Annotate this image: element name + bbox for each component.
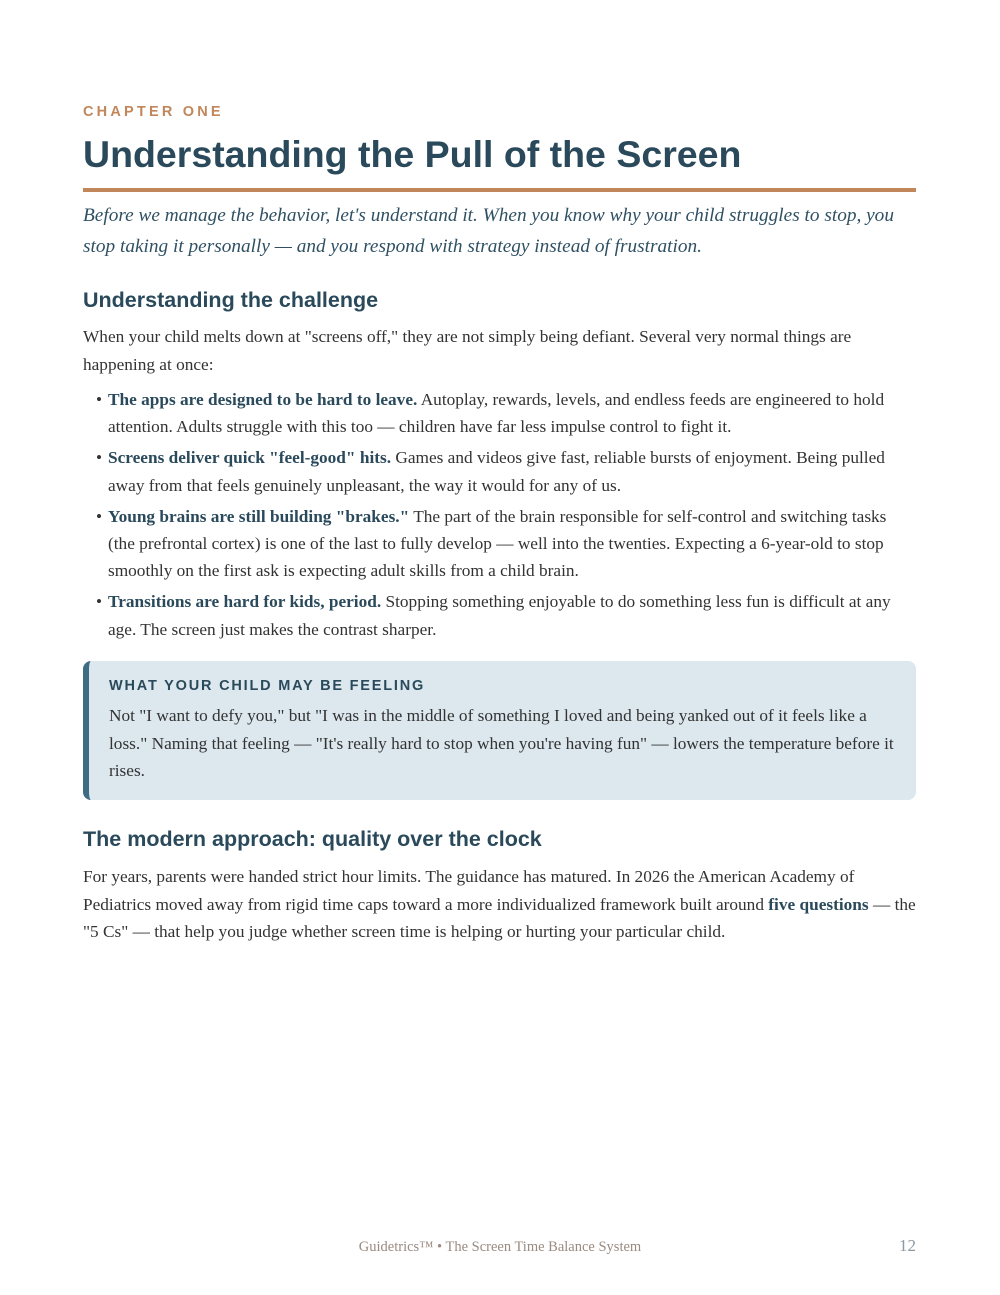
title-divider bbox=[83, 188, 916, 192]
bullet-icon: • bbox=[96, 506, 103, 526]
section-heading-challenge: Understanding the challenge bbox=[83, 288, 379, 312]
bullet-icon: • bbox=[96, 390, 103, 409]
paragraph-emphasis: five questions bbox=[768, 894, 869, 914]
list-item bbox=[83, 444, 916, 499]
page-number: 12 bbox=[899, 1236, 916, 1255]
section-heading-modern-approach: The modern approach: quality over the clock bbox=[83, 827, 542, 851]
bullet-icon: • bbox=[96, 448, 103, 468]
bullet-text: Stopping something enjoyable to do something less fun is difficult at any age. The screen just makes the contrast sharper. bbox=[108, 592, 891, 639]
callout-body: Not "I want to defy you," but "I was in the middle of something I loved and being yanked out of it feels like a loss." Naming that feeling — "It's really hard to stop when you're having fun" — lowers the temperature before it rises. bbox=[109, 706, 894, 780]
callout-box bbox=[83, 661, 916, 800]
paragraph-text: — the "5 Cs" — that help you judge whether screen time is helping or hurting your particular child. bbox=[83, 894, 916, 941]
callout-title: WHAT YOUR CHILD MAY BE FEELING bbox=[109, 678, 426, 694]
challenge-bullet-list bbox=[83, 386, 916, 647]
modern-approach-paragraph bbox=[83, 863, 916, 946]
chapter-label: CHAPTER ONE bbox=[83, 104, 224, 120]
bullet-text: Games and videos give fast, reliable bursts of enjoyment. Being pulled away from that feels genuinely unpleasant, the way it would for any of us. bbox=[108, 448, 885, 495]
paragraph-text: For years, parents were handed strict hour limits. The guidance has matured. In 2026 the American Academy of Pediatrics moved away from rigid time caps toward a more individualized framework built around bbox=[83, 867, 855, 914]
bullet-lead: Young brains are still building "brakes." bbox=[108, 506, 410, 526]
bullet-text: The part of the brain responsible for self-control and switching tasks (the prefrontal cortex) is one of the last to fully develop — well into the twenties. Expecting a 6-year-old to stop smoothly on the first ask is expecting adult skills from a child brain. bbox=[108, 506, 887, 581]
page-title: Understanding the Pull of the Screen bbox=[83, 133, 742, 175]
chapter-intro: Before we manage the behavior, let's understand it. When you know why your child struggles to stop, you stop taking it personally — and you respond with strategy instead of frustration. bbox=[83, 205, 894, 257]
footer-text: Guidetrics™ • The Screen Time Balance System bbox=[358, 1239, 642, 1255]
list-item bbox=[83, 588, 916, 643]
bullet-lead: Screens deliver quick "feel-good" hits. bbox=[108, 448, 392, 468]
list-item bbox=[83, 386, 916, 441]
challenge-paragraph: When your child melts down at "screens off," they are not simply being defiant. Several very normal things are happening at once: bbox=[83, 327, 852, 374]
list-item bbox=[83, 503, 916, 585]
bullet-icon: • bbox=[96, 592, 103, 612]
bullet-lead: The apps are designed to be hard to leave. bbox=[108, 390, 418, 409]
bullet-text: Autoplay, rewards, levels, and endless feeds are engineered to hold attention. Adults struggle with this too — children have far less impulse control to fight it. bbox=[108, 390, 885, 437]
bullet-lead: Transitions are hard for kids, period. bbox=[108, 592, 382, 612]
